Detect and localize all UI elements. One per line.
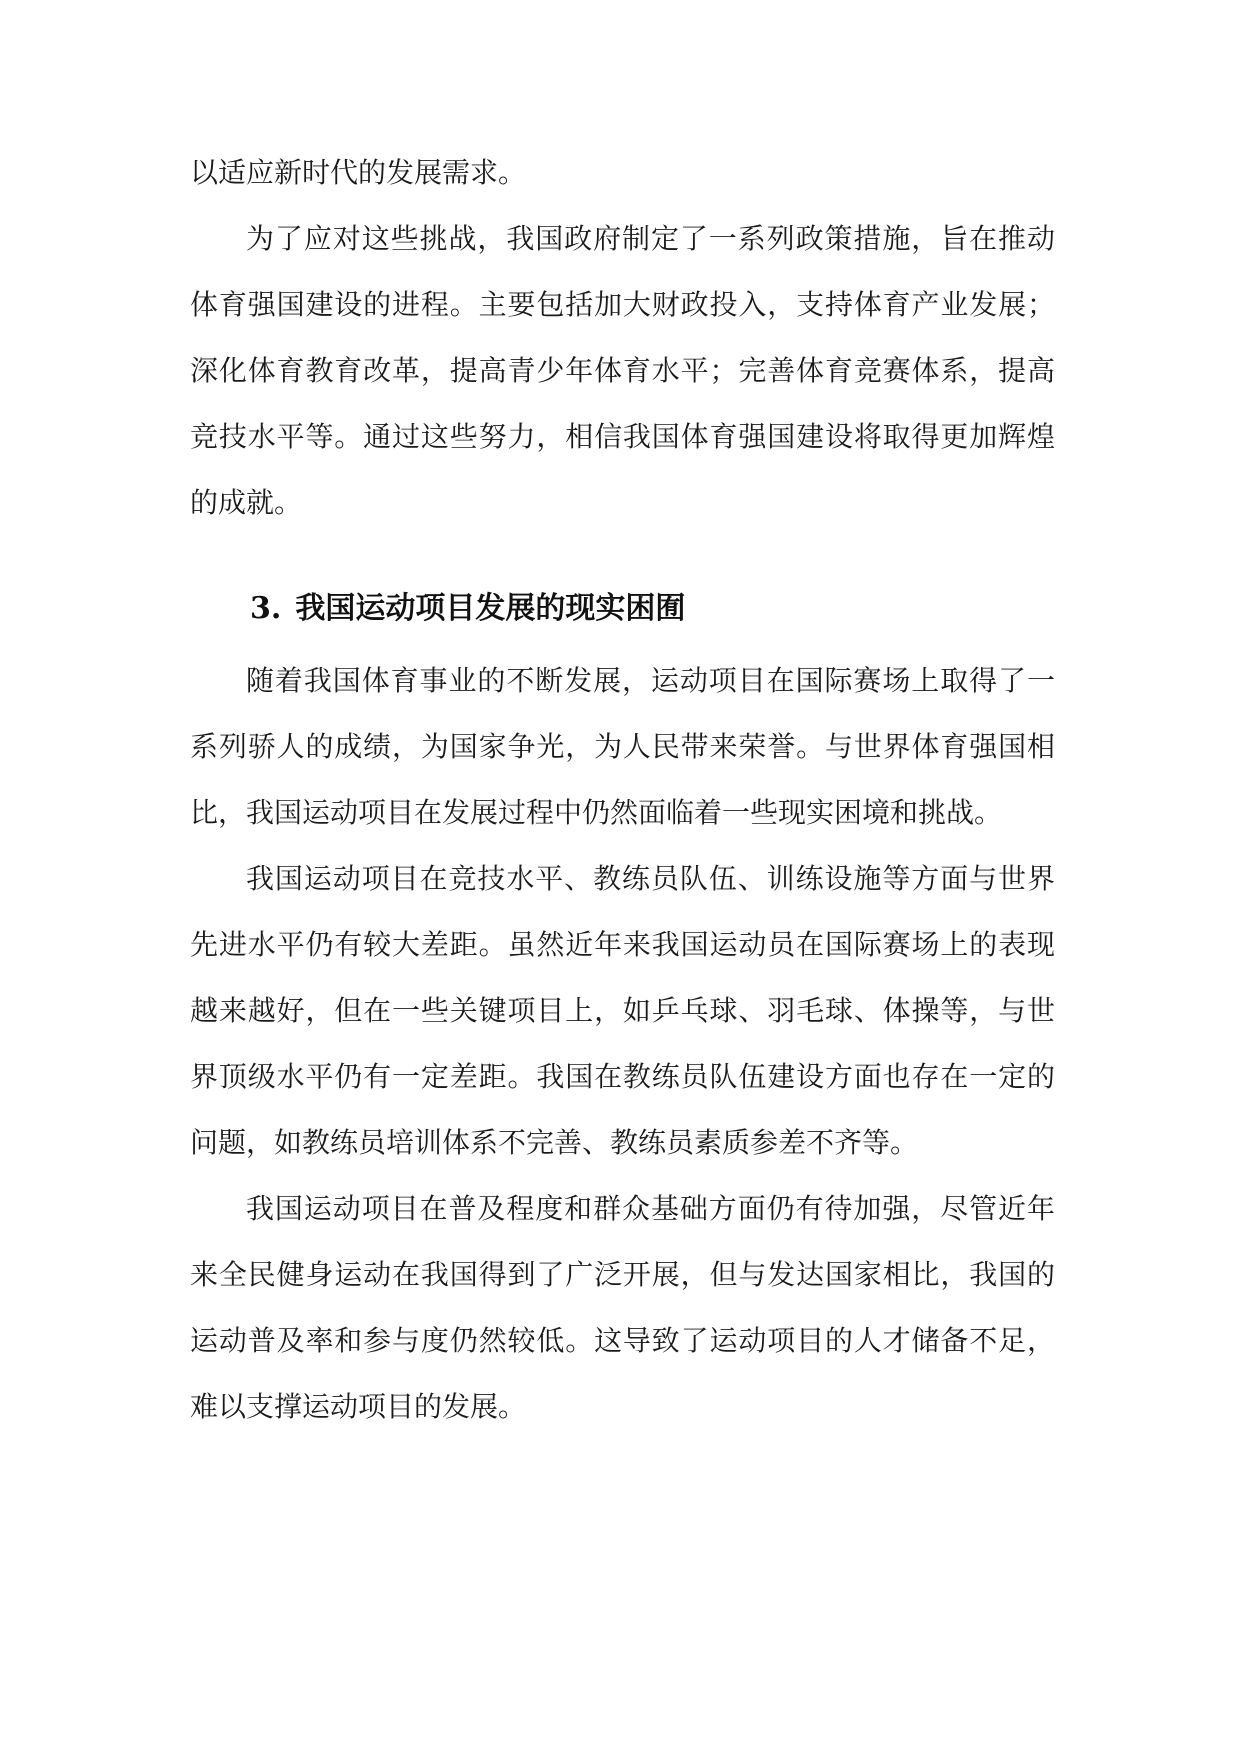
body-paragraph-5: 我国运动项目在普及程度和群众基础方面仍有待加强，尽管近年来全民健身运动在我国得到了广泛开展，但与发达国家相比，我国的运动普及率和参与度仍然较低。这导致了运动项目的人才储备不足，难以支撑运动项目的发展。 [190,1192,1055,1423]
body-paragraph-3: 随着我国体育事业的不断发展，运动项目在国际赛场上取得了一系列骄人的成绩，为国家争光，为人民带来荣誉。与世界体育强国相比，我国运动项目在发展过程中仍然面临着一些现实困境和挑战。 [190,664,1055,829]
section-title: 我国运动项目发展的现实困囿 [295,591,686,626]
section-number: 3. [250,591,282,626]
body-paragraph-4: 我国运动项目在竞技水平、教练员队伍、训练设施等方面与世界先进水平仍有较大差距。虽然近年来我国运动员在国际赛场上的表现越来越好，但在一些关键项目上，如乒乓球、羽毛球、体操等，与世界顶级水平仍有一定差距。我国在教练员队伍建设方面也存在一定的问题，如教练员培训体系不完善、教练员素质参差不齐等。 [190,862,1055,1159]
section-heading [190,584,1055,634]
body-paragraph-2: 为了应对这些挑战，我国政府制定了一系列政策措施，旨在推动体育强国建设的进程。主要包括加大财政投入，支持体育产业发展；深化体育教育改革，提高青少年体育水平；完善体育竞赛体系，提高竞技水平等。通过这些努力，相信我国体育强国建设将取得更加辉煌的成就。 [190,222,1055,519]
body-paragraph-1: 以适应新时代的发展需求。 [190,156,527,189]
document-body [190,140,1055,1440]
